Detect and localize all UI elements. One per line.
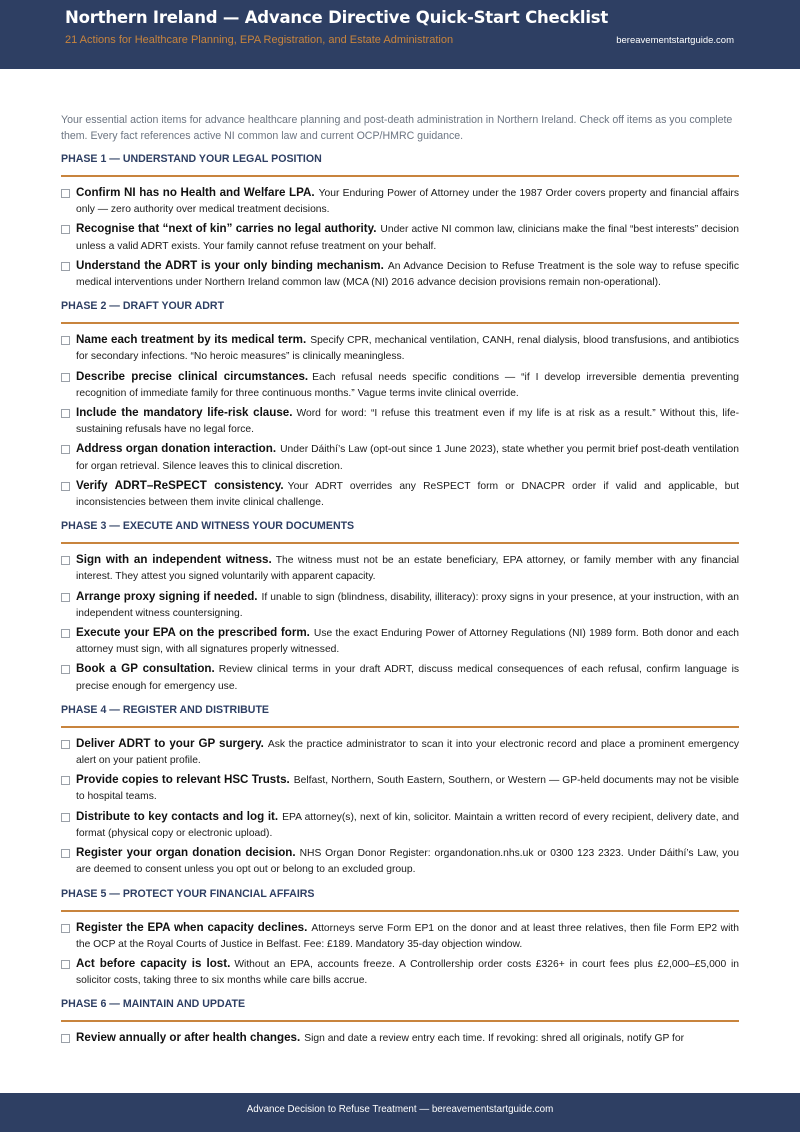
checkbox[interactable] [61,593,70,602]
phase-title: PHASE 2 — DRAFT YOUR ADRT [61,299,739,324]
checklist-content [61,112,739,1051]
item-description: Each refusal needs specific conditions — “if I develop irreversible dementia preventing recognition of immediate family for three continuous months.” Vague terms invite clinical override. [76,371,739,399]
checkbox[interactable] [61,445,70,454]
item-description: Without an EPA, accounts freeze. A Controllership order costs £326+ in court fees plus £2,000–£5,000 in solicitor costs, taking three to six months while care bills accrue. [76,958,739,987]
checklist-item [61,1030,739,1047]
checkbox[interactable] [61,409,70,418]
item-description: Attorneys serve Form EP1 on the donor and at least three relatives, then file Form EP2 with the OCP at the Royal Courts of Justice in Belfast. Fee: £189. Mandatory 35-day objection window. [76,922,739,950]
checkbox[interactable] [61,813,70,822]
item-heading: Execute your EPA on the prescribed form. [76,626,310,640]
item-description: EPA attorney(s), next of kin, solicitor. Maintain a written record of every recipient, delivery date, and format (physical copy or electronic upload). [76,811,740,839]
checklist-item [61,956,739,989]
page-header [0,0,800,69]
item-heading: Sign with an independent witness. [76,553,272,567]
site-link[interactable]: bereavementstartguide.com [616,35,734,46]
checklist-item [61,661,739,694]
page-title: Northern Ireland — Advance Directive Quick-Start Checklist [65,8,609,27]
checkbox[interactable] [61,189,70,198]
phase-section [61,299,739,511]
item-heading: Act before capacity is lost. [76,956,231,970]
phase-title: PHASE 4 — REGISTER AND DISTRIBUTE [61,703,739,728]
item-heading: Address organ donation interaction. [76,442,277,456]
checklist-item [61,221,739,254]
item-heading: Describe precise clinical circumstances. [76,369,309,383]
checkbox[interactable] [61,740,70,749]
phase-section [61,887,739,990]
item-heading: Book a GP consultation. [76,662,215,676]
item-heading: Distribute to key contacts and log it. [76,809,279,823]
checkbox[interactable] [61,1034,70,1043]
checklist-item [61,332,739,365]
item-description: The witness must not be an estate beneficiary, EPA attorney, or family member with any financial interest. They attest you signed voluntarily with apparent capacity. [76,555,739,583]
checklist-item [61,589,739,622]
page-footer: Advance Decision to Refuse Treatment — bereavementstartguide.com [0,1093,800,1132]
item-description: Word for word: “I refuse this treatment even if my life is at risk as a result.” Without this, life-sustaining refusals have no legal force. [76,408,739,436]
checklist-item [61,920,739,953]
checklist-item [61,258,739,291]
checkbox[interactable] [61,373,70,382]
item-heading: Recognise that “next of kin” carries no legal authority. [76,222,377,236]
checkbox[interactable] [61,960,70,969]
item-description: If unable to sign (blindness, disability, illiteracy): proxy signs in your presence, at your instruction, with an independent witness countersigning. [76,591,739,619]
phase-section [61,519,739,695]
checkbox[interactable] [61,665,70,674]
checklist-item [61,369,739,402]
item-heading: Provide copies to relevant HSC Trusts. [76,773,290,787]
item-heading: Review annually or after health changes. [76,1031,301,1045]
checklist-item [61,185,739,218]
item-description: Review clinical terms in your draft ADRT, discuss medical consequences of each refusal, confirm language is precise enough for emergency use. [76,664,739,692]
phase-list [61,152,739,1048]
item-description: Specify CPR, mechanical ventilation, CANH, renal dialysis, blood transfusions, and antibiotics for secondary infections. “No heroic measures” is clinically meaningless. [76,335,739,363]
item-description: Under Dáithí’s Law (opt-out since 1 June 2023), state whether you permit brief post-death ventilation for organ retrieval. Silence leaves this to clinical discretion. [76,444,739,472]
page-subtitle: 21 Actions for Healthcare Planning, EPA Registration, and Estate Administration [65,34,454,46]
checkbox[interactable] [61,482,70,491]
item-description: Your ADRT overrides any ReSPECT form or DNACPR order if valid and applicable, but inconsistencies between them invite clinical challenge. [76,480,739,509]
checklist-item [61,478,739,511]
item-heading: Register your organ donation decision. [76,846,296,860]
checkbox[interactable] [61,262,70,271]
item-heading: Register the EPA when capacity declines. [76,920,308,934]
checkbox[interactable] [61,629,70,638]
item-heading: Verify ADRT–ReSPECT consistency. [76,478,284,492]
item-description: Ask the practice administrator to scan it into your electronic record and place a prominent emergency alert on your patient profile. [76,738,739,767]
checklist-item [61,405,739,438]
item-description: Sign and date a review entry each time. If revoking: shred all originals, notify GP for [304,1033,685,1045]
checklist-item [61,736,739,769]
item-description: Your Enduring Power of Attorney under the 1987 Order covers property and financial affairs only — zero authority over medical treatment decisions. [76,188,739,216]
item-description: Under active NI common law, clinicians make the final “best interests” decision unless a valid ADRT exists. Your family cannot refuse treatment on your behalf. [76,224,739,252]
checkbox[interactable] [61,924,70,933]
item-heading: Name each treatment by its medical term. [76,333,307,347]
phase-title: PHASE 1 — UNDERSTAND YOUR LEGAL POSITION [61,152,739,177]
phase-title: PHASE 3 — EXECUTE AND WITNESS YOUR DOCUMENTS [61,519,739,544]
item-heading: Include the mandatory life-risk clause. [76,406,293,420]
phase-title: PHASE 6 — MAINTAIN AND UPDATE [61,997,739,1022]
checkbox[interactable] [61,776,70,785]
item-description: An Advance Decision to Refuse Treatment is the sole way to refuse specific medical interventions under Northern Ireland common law (MCA (NI) 2016 advance decision provisions remain non-operational). [76,260,739,289]
checklist-item [61,552,739,585]
phase-section [61,152,739,291]
item-description: Use the exact Enduring Power of Attorney Regulations (NI) 1989 form. Both donor and each attorney must sign, with all signatures properly witnessed. [76,628,739,656]
checklist-item [61,809,739,842]
phase-section [61,997,739,1047]
checklist-item [61,845,739,878]
checklist-item [61,625,739,658]
checkbox[interactable] [61,849,70,858]
phase-section [61,703,739,879]
checkbox[interactable] [61,225,70,234]
item-description: Belfast, Northern, South Eastern, Southern, or Western — GP-held documents may not be visible to hospital teams. [76,775,739,803]
intro-text: Your essential action items for advance healthcare planning and post-death administration in Northern Ireland. Check off items as you complete them. Every fact references active NI common law and current OCP/HMRC guidance. [61,114,733,142]
item-heading: Confirm NI has no Health and Welfare LPA. [76,186,315,199]
checkbox[interactable] [61,556,70,565]
item-heading: Arrange proxy signing if needed. [76,589,258,603]
checklist-item [61,441,739,474]
item-heading: Deliver ADRT to your GP surgery. [76,736,264,750]
item-description: NHS Organ Donor Register: organdonation.nhs.uk or 0300 123 2323. Under Dáithí’s Law, you are deemed to consent unless you opt out or belong to an excluded group. [76,848,739,876]
phase-title: PHASE 5 — PROTECT YOUR FINANCIAL AFFAIRS [61,887,739,912]
checkbox[interactable] [61,336,70,345]
item-heading: Understand the ADRT is your only binding mechanism. [76,258,384,272]
checklist-item [61,772,739,805]
